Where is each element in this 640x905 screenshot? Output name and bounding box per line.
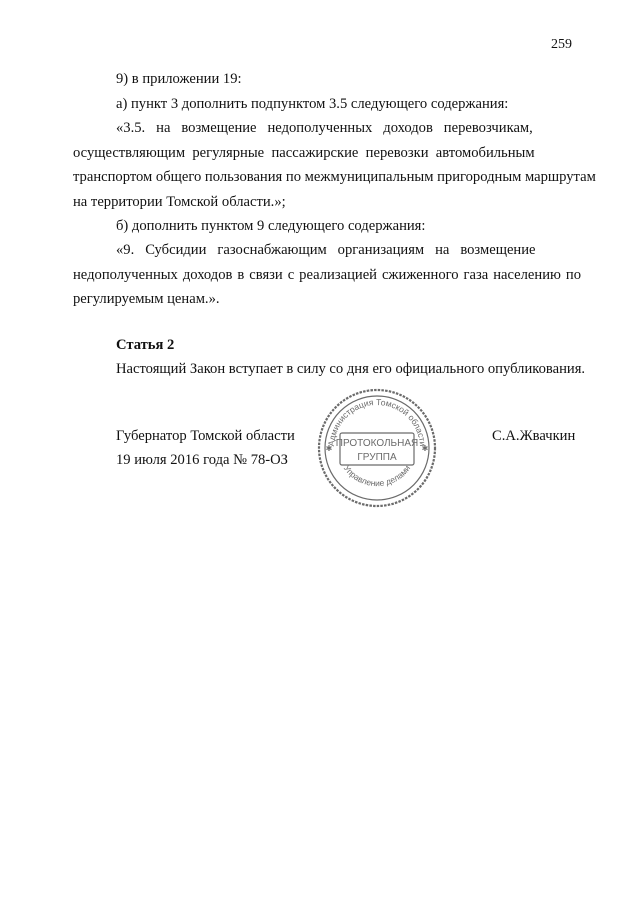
governor-position: Губернатор Томской области: [116, 428, 295, 444]
stamp-text-top: Администрация Томской области: [325, 396, 429, 447]
stamp-center-line-2: ГРУППА: [357, 452, 397, 463]
stamp-text-bottom: Управление делами: [341, 463, 413, 489]
paragraph-3-5-line-1: «3.5. на возмещение недополученных доходов перевозчикам,: [116, 120, 533, 136]
law-date-number: 19 июля 2016 года № 78-ОЗ: [116, 452, 288, 468]
paragraph-3-5: [73, 116, 596, 214]
item-9: 9) в приложении 19:: [116, 71, 242, 87]
stamp-text-bottom-wrap: [342, 463, 413, 488]
article-2-text: Настоящий Закон вступает в силу со дня его официального опубликования.: [116, 361, 586, 377]
paragraph-9-line-3: регулируемым ценам.».: [73, 291, 220, 307]
page-number: 259: [551, 37, 572, 52]
paragraph-9-line-1: «9. Субсидии газоснабжающим организациям на возмещение: [116, 242, 536, 258]
stamp-star-right: ✱: [421, 444, 429, 453]
protocol-group-stamp: [314, 385, 440, 511]
article-2-heading: Статья 2: [116, 337, 175, 353]
paragraph-3-5-line-4: на территории Томской области.»;: [73, 193, 286, 210]
paragraph-3-5-line-3: транспортом общего пользования по межмуниципальным пригородным маршрутам: [73, 169, 596, 185]
governor-name: С.А.Жвачкин: [492, 428, 576, 444]
item-b: б) дополнить пунктом 9 следующего содержания:: [116, 218, 426, 234]
stamp-star-left: ✱: [325, 444, 333, 453]
paragraph-9: [73, 238, 581, 312]
paragraph-9-line-2: недополученных доходов в связи с реализацией сжиженного газа населению по: [73, 266, 581, 283]
item-a: а) пункт 3 дополнить подпунктом 3.5 следующего содержания:: [116, 96, 509, 112]
stamp-center-line-1: ПРОТОКОЛЬНАЯ: [335, 438, 419, 449]
paragraph-3-5-line-2: осуществляющим регулярные пассажирские перевозки автомобильным: [73, 144, 535, 161]
